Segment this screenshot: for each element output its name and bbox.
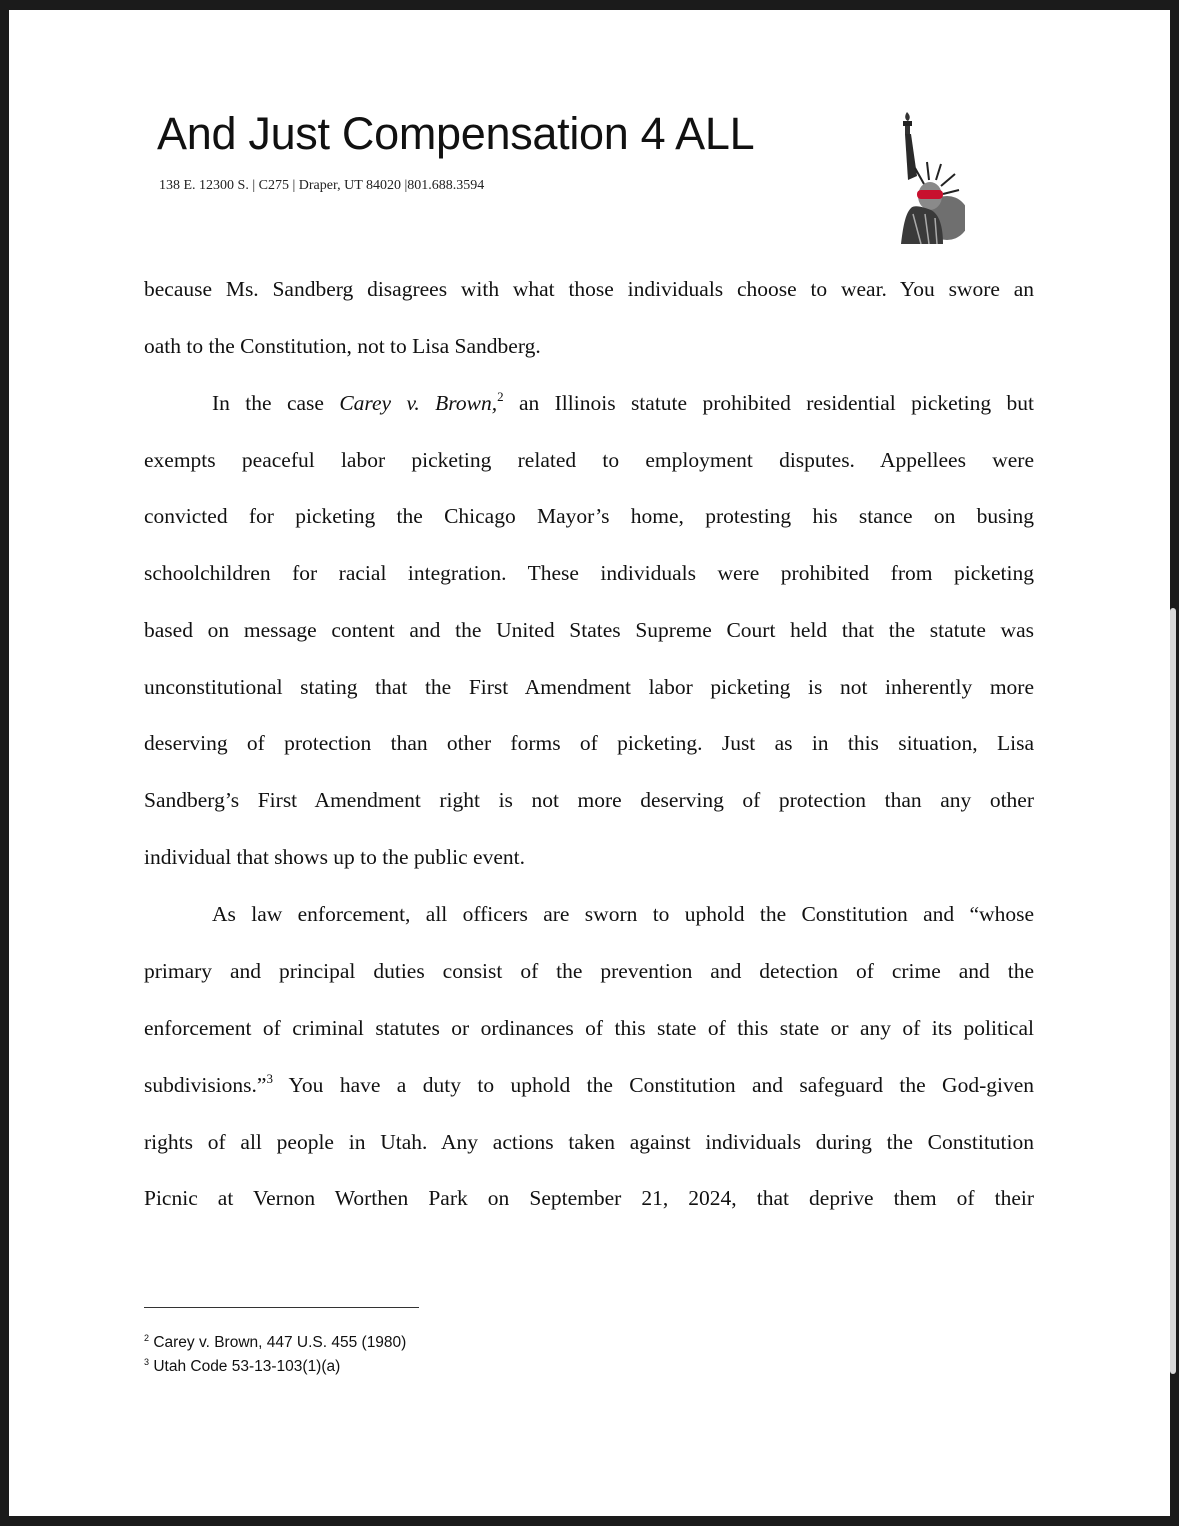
letterhead-address: 138 E. 12300 S. | C275 | Draper, UT 84020 |801.688.3594 [159,178,485,193]
case-name: Carey v. Brown, [339,391,498,415]
body-line: convicted for picketing the Chicago Mayor’s home, protesting his stance on busing [144,504,1034,528]
footnote-divider [144,1307,419,1308]
body-line: Sandberg’s First Amendment right is not more deserving of protection than any other [144,788,1034,812]
footnote-ref: 2 [497,389,504,404]
footnote-ref: 3 [266,1071,273,1086]
body-line: As law enforcement, all officers are sworn to uphold the Constitution and “whose [212,902,1034,926]
body-line: oath to the Constitution, not to Lisa Sandberg. [144,334,541,358]
body-line: exempts peaceful labor picketing related to employment disputes. Appellees were [144,448,1034,472]
body-line: schoolchildren for racial integration. These individuals were prohibited from picketing [144,561,1034,585]
body-line: based on message content and the United States Supreme Court held that the statute was [144,618,1034,642]
body-line: rights of all people in Utah. Any actions taken against individuals during the Constitution [144,1130,1034,1154]
body-line: subdivisions.”$^3$ You have a duty to uphold the Constitution and safeguard the God-given [144,1071,1034,1097]
footnote: $^3$ Utah Code 53-13-103(1)(a) [144,1357,341,1375]
letterhead-title: And Just Compensation 4 ALL [157,108,755,159]
body-line: primary and principal duties consist of the prevention and detection of crime and the [144,959,1034,983]
body-line: In the case Carey v. Brown,$^2$ an Illinois statute prohibited residential picketing but [212,389,1034,415]
statue-of-liberty-icon [881,110,965,244]
footnote: $^2$ Carey v. Brown, 447 U.S. 455 (1980) [144,1333,407,1351]
body-line: unconstitutional stating that the First Amendment labor picketing is not inherently more [144,675,1034,699]
body-line: Picnic at Vernon Worthen Park on September 21, 2024, that deprive them of their [144,1186,1034,1210]
body-line: deserving of protection than other forms of picketing. Just as in this situation, Lisa [144,731,1034,755]
vertical-scrollbar[interactable] [1170,608,1176,1374]
body-line: because Ms. Sandberg disagrees with what those individuals choose to wear. You swore an [144,277,1034,301]
body-line: individual that shows up to the public event. [144,845,525,869]
document-page [9,10,1170,1516]
body-line: enforcement of criminal statutes or ordinances of this state of this state or any of its political [144,1016,1034,1040]
